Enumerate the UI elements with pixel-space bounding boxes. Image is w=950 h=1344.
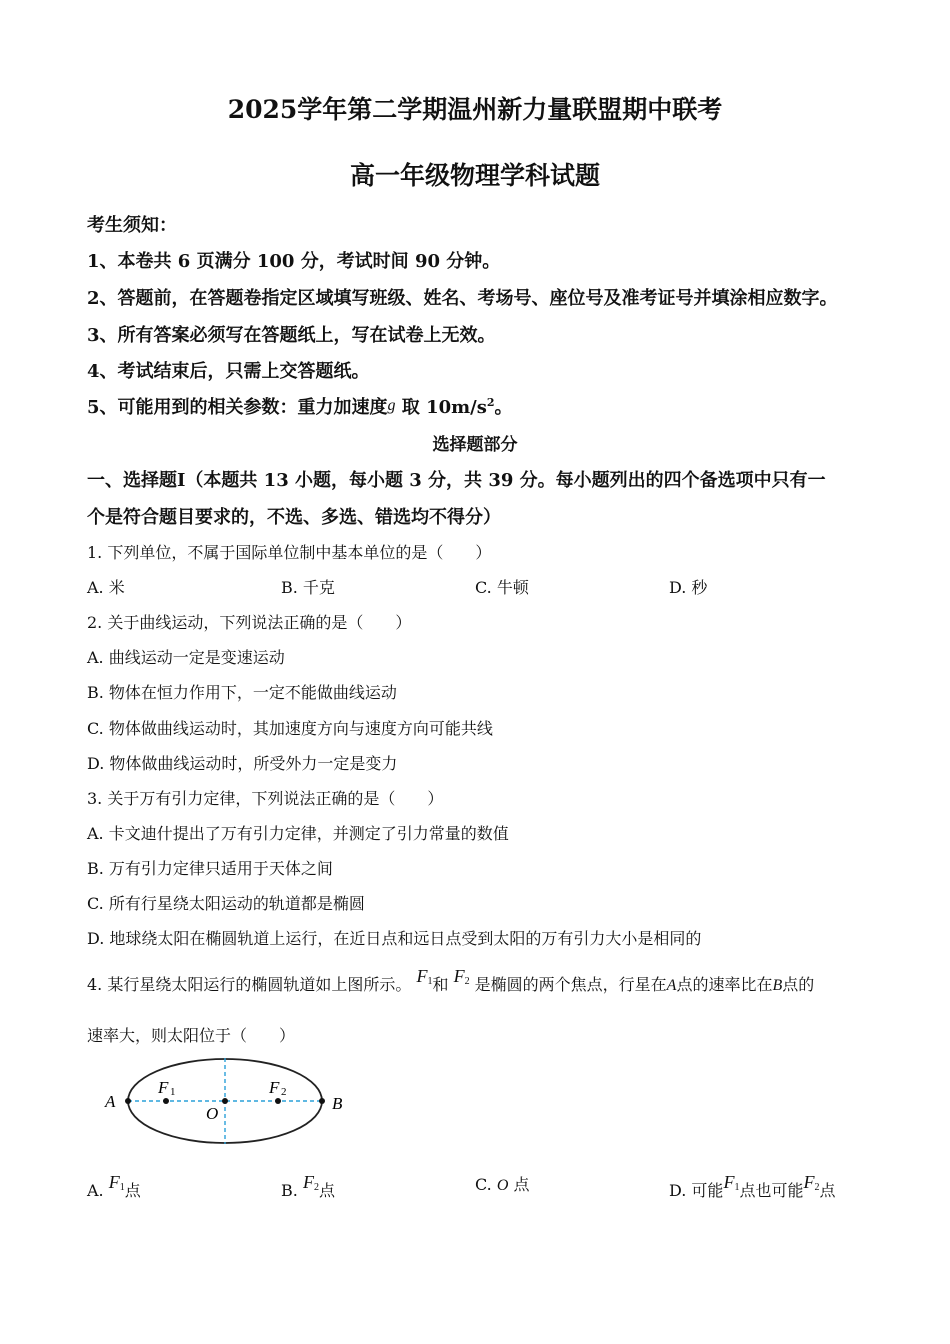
- q4-stem-d: 点的: [782, 975, 815, 994]
- q4-option-c[interactable]: C. O 点: [475, 1175, 530, 1194]
- q4-option-a[interactable]: A. $F_1$点: [87, 1172, 141, 1200]
- part1-instructions-line1: 一、选择题Ⅰ（本题共 13 小题，每小题 3 分，共 39 分。每小题列出的四个备选项中只有一: [87, 470, 826, 491]
- point-a: [125, 1098, 131, 1104]
- q1-option-a[interactable]: A. 米: [87, 578, 125, 597]
- q4-stem-a: 4. 某行星绕太阳运行的椭圆轨道如上图所示。: [87, 975, 412, 994]
- q4-option-d[interactable]: D. 可能$F_1$点也可能$F_2$点: [669, 1172, 836, 1200]
- point-b-label: B: [772, 977, 783, 994]
- notice-item-2: 2、答题前，在答题卷指定区域填写班级、姓名、考场号、座位号及准考证号并填涂相应数字。: [87, 288, 838, 309]
- q3-stem: 3. 关于万有引力定律，下列说法正确的是（ ）: [87, 789, 444, 808]
- focus-f2: [275, 1098, 281, 1104]
- q2-stem: 2. 关于曲线运动，下列说法正确的是（ ）: [87, 613, 412, 632]
- q4-stem-c: 点的速率比在: [676, 975, 773, 994]
- notice-item-5-exponent: 2: [486, 396, 495, 409]
- option-b-f2-symbol: $F_2$: [302, 1172, 319, 1193]
- notice-item-5-end: 。: [494, 397, 513, 418]
- q2-option-d[interactable]: D. 物体做曲线运动时，所受外力一定是变力: [87, 754, 398, 773]
- label-f1: F: [158, 1078, 169, 1097]
- notice-item-5: [87, 393, 513, 419]
- label-b: B: [332, 1094, 343, 1113]
- option-d-f2-symbol: $F_2$: [803, 1172, 820, 1193]
- section-title: 选择题部分: [432, 435, 518, 455]
- q4-and: 和: [432, 975, 449, 994]
- point-b: [319, 1098, 325, 1104]
- q2-option-b[interactable]: B. 物体在恒力作用下，一定不能做曲线运动: [87, 683, 397, 702]
- q2-option-c[interactable]: C. 物体做曲线运动时，其加速度方向与速度方向可能共线: [87, 719, 493, 738]
- gravity-symbol: g: [387, 397, 396, 414]
- f2-symbol: $F_2$: [453, 966, 470, 987]
- focus-f1: [163, 1098, 169, 1104]
- notice-item-1: 1、本卷共 6 页满分 100 分，考试时间 90 分钟。: [87, 251, 501, 272]
- part1-instructions-line2: 个是符合题目要求的，不选、多选、错选均不得分）: [87, 507, 501, 528]
- q3-option-d[interactable]: D. 地球绕太阳在椭圆轨道上运行，在近日点和远日点受到太阳的万有引力大小是相同的: [87, 929, 702, 948]
- notice-item-4: 4、考试结束后，只需上交答题纸。: [87, 361, 370, 382]
- q4-stem-line2: 速率大，则太阳位于（ ）: [87, 1026, 296, 1045]
- label-f1-sub: 1: [170, 1086, 176, 1098]
- notice-item-5-value: 取 10m/s: [395, 397, 487, 418]
- label-f2-sub: 2: [281, 1086, 287, 1098]
- q1-option-d[interactable]: D. 秒: [669, 578, 708, 597]
- q3-option-a[interactable]: A. 卡文迪什提出了万有引力定律，并测定了引力常量的数值: [87, 824, 509, 843]
- notice-item-5-prefix: 5、可能用到的相关参数：重力加速度: [87, 397, 388, 418]
- q1-option-b[interactable]: B. 千克: [281, 578, 335, 597]
- orbit-ellipse-diagram: [100, 1052, 360, 1152]
- notice-item-3: 3、所有答案必须写在答题纸上，写在试卷上无效。: [87, 325, 496, 346]
- label-a: A: [105, 1092, 116, 1111]
- label-o: O: [206, 1104, 219, 1123]
- q4-option-b[interactable]: B. $F_2$点: [281, 1172, 335, 1200]
- option-d-f1-symbol: $F_1$: [723, 1172, 740, 1193]
- q3-option-c[interactable]: C. 所有行星绕太阳运动的轨道都是椭圆: [87, 894, 365, 913]
- q4-stem-b: 是椭圆的两个焦点，行星在: [474, 975, 667, 994]
- q2-option-a[interactable]: A. 曲线运动一定是变速运动: [87, 648, 285, 667]
- q1-stem: 1. 下列单位，不属于国际单位制中基本单位的是（ ）: [87, 543, 492, 562]
- option-a-f1-symbol: $F_1$: [108, 1172, 125, 1193]
- label-f2: F: [269, 1078, 280, 1097]
- q1-option-c[interactable]: C. 牛顿: [475, 578, 529, 597]
- exam-title: 2025学年第二学期温州新力量联盟期中联考: [227, 95, 723, 124]
- notice-heading: 考生须知：: [87, 215, 177, 236]
- center-o: [222, 1098, 228, 1104]
- point-a-label: A: [666, 977, 677, 994]
- exam-subtitle: 高一年级物理学科试题: [349, 161, 600, 190]
- f1-symbol: $F_1$: [416, 966, 433, 987]
- q3-option-b[interactable]: B. 万有引力定律只适用于天体之间: [87, 859, 333, 878]
- q4-stem-line1: [87, 966, 814, 995]
